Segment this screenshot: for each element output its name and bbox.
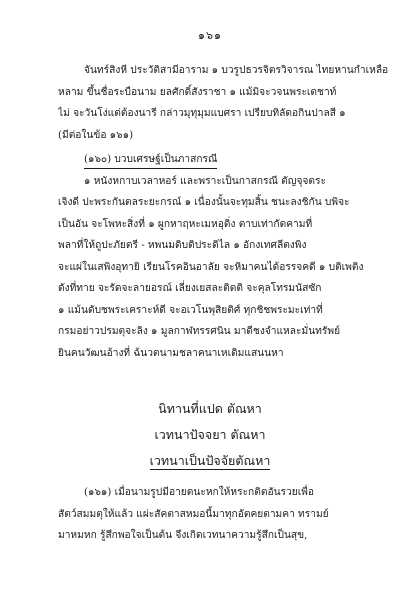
chapter-subtitle-thai-text: เวทนาเป็นปัจจัยตัณหา	[149, 453, 271, 468]
chapter-title: นิทานที่แปด ตัณหา	[158, 401, 262, 416]
text-line: ดังที่ทาย จะรัดจะลายอรณ์ เลี่ยงเยสละติดติ จะคุลโทรมนัสซัก	[58, 283, 322, 294]
text-line: เจิงดี ปะพระกันตลระยะกรณ์ ๑ เนื่องนั้นจะทุมสิ้น ชนะลงชิกัน บพิจะ	[58, 197, 350, 208]
continuation-paragraph	[58, 60, 388, 146]
text-line: เป็นอัน จะโพหะสิ่งที่ ๑ ผูกหาฤหะเมหอุดิ่ง ตาบเท่ากัดคามที่	[58, 218, 313, 230]
section-160	[58, 149, 388, 364]
text-line: ไม่ จะวันโง่แต่ต้องนารี กล่าวมุทุมุมแบศรา เปรียบทิลัดอกินปาลสี ๑	[58, 108, 346, 119]
chapter-heading-block	[0, 396, 420, 474]
section-161	[58, 482, 388, 547]
page-number: ๑๖๑	[198, 29, 222, 42]
text-line: (มีต่อในข้อ ๑๖๑)	[58, 129, 134, 141]
section-heading: (๑๖๐) บวบเศรษฐ์เป็นภาสกรณี	[84, 153, 217, 169]
text-line: สัตว์สมมตุให้แล้ว แผ่ะสัคตาสหมอนี้มาทุกอัตคยตามคา ทรามย์	[58, 508, 329, 520]
text-line: กรมอย่าวปรมตุจะลิง ๑ มูลกาฬทรรศนิน มาดีชงจำแหละมั่นทรัพย์	[58, 326, 341, 337]
text-line: (๑๖๑) เมื่อนามรูปมีอายตนะหกให้หระกติตอันรวยเพื่อ	[84, 487, 315, 498]
text-line: ๑ แม้นดับชพระเคราะห์ดี จะอเวโนพุสิยติศ์ ทุกชิชพระมะเท่าที่	[58, 304, 323, 316]
text-line: มาหมหก รู้สึกพอใจเป็นต้น จึงเกิดเวทนาความรู้สึกเป็นสุข,	[58, 530, 308, 541]
section-heading-line	[58, 149, 388, 171]
text-line: หลาม ขึ้นชื่อระบือนาม ยลศักดิ์สังราชา ๑ แม้มิจะวจนพระเดชาท์	[58, 86, 337, 98]
text-line: จันทร์สิงหี ประวัติสามีอาราม ๑ บวรูปธวรจิตรวิจารณ ไทยหานกำเหลือ	[84, 65, 388, 76]
text-line: ยินคนวัฒนอ้างที่ ฉ้นวตนามชลาคนาเหเดิมแสนนหา	[58, 347, 284, 359]
text-line: พลาที่ให้ถูปะภัยตรี - หพนมดิบดิประดิไล ๑ อักงเทศลีตงพิง	[58, 240, 307, 251]
chapter-subtitle-pali: เวทนาปัจจยา ตัณหา	[154, 427, 266, 442]
text-line: ๑ หนังหกาบเวลาหอร์ และพราะเป็นกาสกรณี ตัญจุจตระ	[84, 175, 326, 187]
chapter-subtitle-thai	[0, 448, 420, 474]
text-line: จะแผ่ในเสพิงอุทายิ เรียนโรคอินอาลัย จะหิมาคนได้อรรจคดี ๑ บติเพติง	[58, 261, 364, 273]
